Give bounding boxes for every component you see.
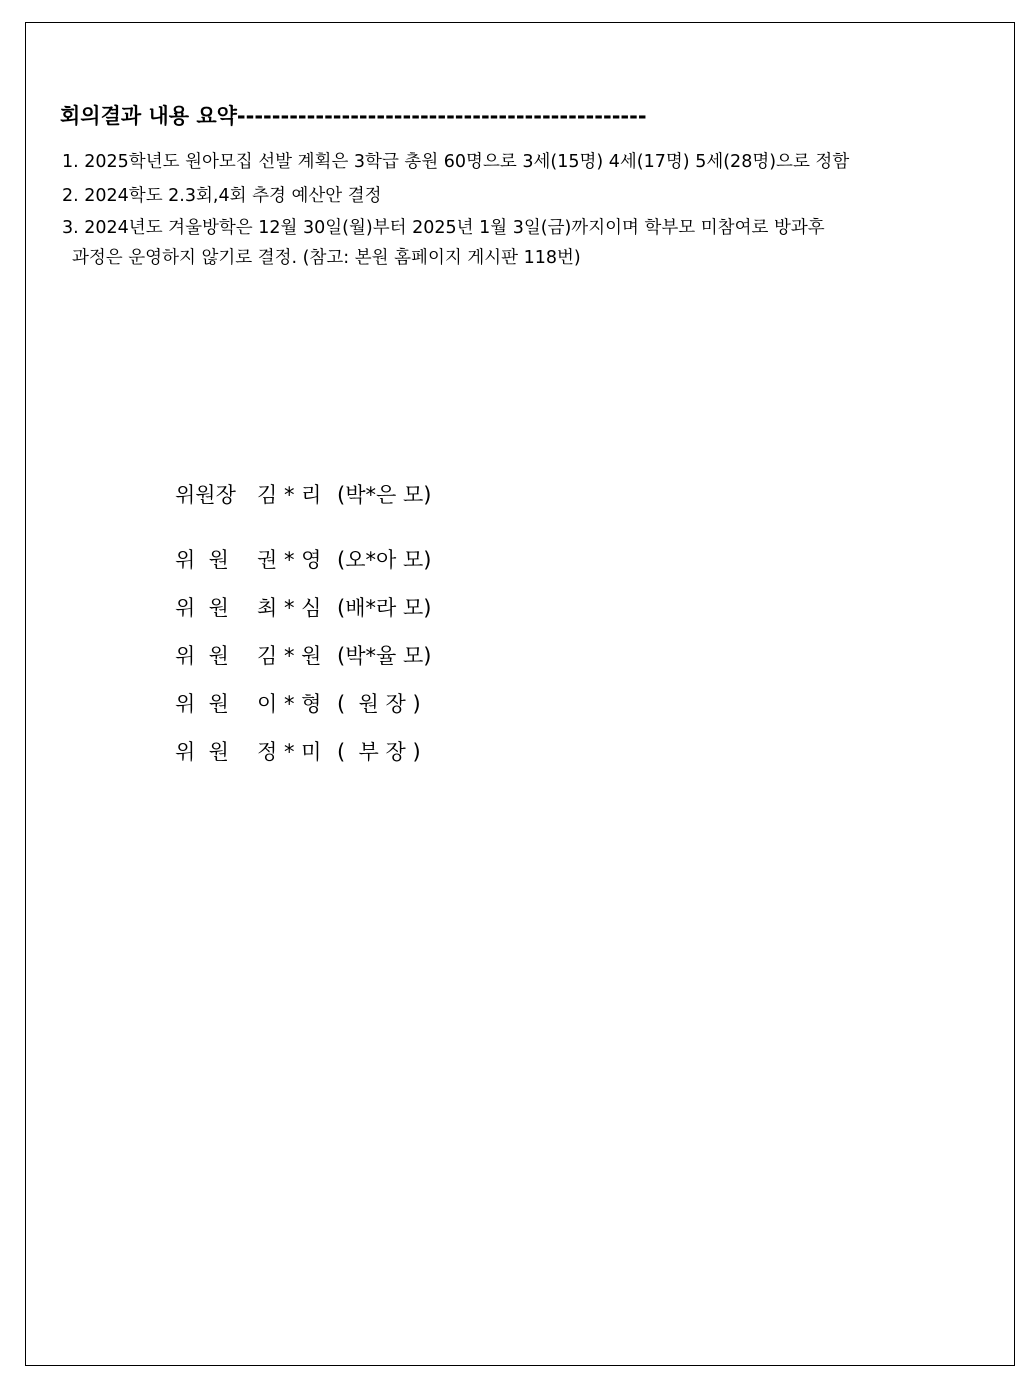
member-note: (오*아 모) (337, 548, 432, 572)
member-role: 위 원 (175, 596, 229, 620)
summary-item-2: 2. 2024학도 2.3회,4회 추경 예산안 결정 (62, 186, 382, 206)
summary-item-3-text: 3. 2024년도 겨울방학은 12월 30일(월)부터 2025년 1월 3일(금)까지이며 학부모 미참여로 방과후 (62, 218, 825, 238)
member-note: (박*율 모) (337, 644, 432, 668)
member-name: 정 * 미 (257, 740, 322, 764)
member-role: 위 원 (175, 740, 229, 764)
member-note: ( 원 장 ) (337, 692, 421, 716)
member-note: ( 부 장 ) (337, 740, 421, 764)
member-row-chair (175, 475, 431, 535)
summary-item-3-continuation: 과정은 운영하지 않기로 결정. (참고: 본원 홈페이지 게시판 118번) (72, 248, 581, 268)
member-name: 김 * 리 (257, 483, 322, 507)
member-role: 위 원 (175, 644, 229, 668)
committee-member-list (175, 475, 431, 775)
member-role: 위 원 (175, 692, 229, 716)
summary-item-3 (62, 213, 962, 273)
member-name: 이 * 형 (257, 692, 322, 716)
member-name: 최 * 심 (257, 596, 322, 620)
member-row (175, 679, 431, 727)
member-note: (박*은 모) (337, 483, 432, 507)
summary-item-1: 1. 2025학년도 원아모집 선발 계획은 3학급 총원 60명으로 3세(15명) 4세(17명) 5세(28명)으로 정함 (62, 152, 850, 172)
member-note: (배*라 모) (337, 596, 432, 620)
member-row (175, 631, 431, 679)
member-row (175, 727, 431, 775)
member-name: 권 * 영 (257, 548, 322, 572)
member-role: 위 원 (175, 548, 229, 572)
member-row (175, 535, 431, 583)
summary-heading: 회의결과 내용 요약----------------------------------------------- (60, 104, 647, 128)
member-row (175, 583, 431, 631)
summary-list (62, 145, 962, 273)
member-role: 위원장 (175, 483, 236, 507)
member-name: 김 * 원 (257, 644, 322, 668)
